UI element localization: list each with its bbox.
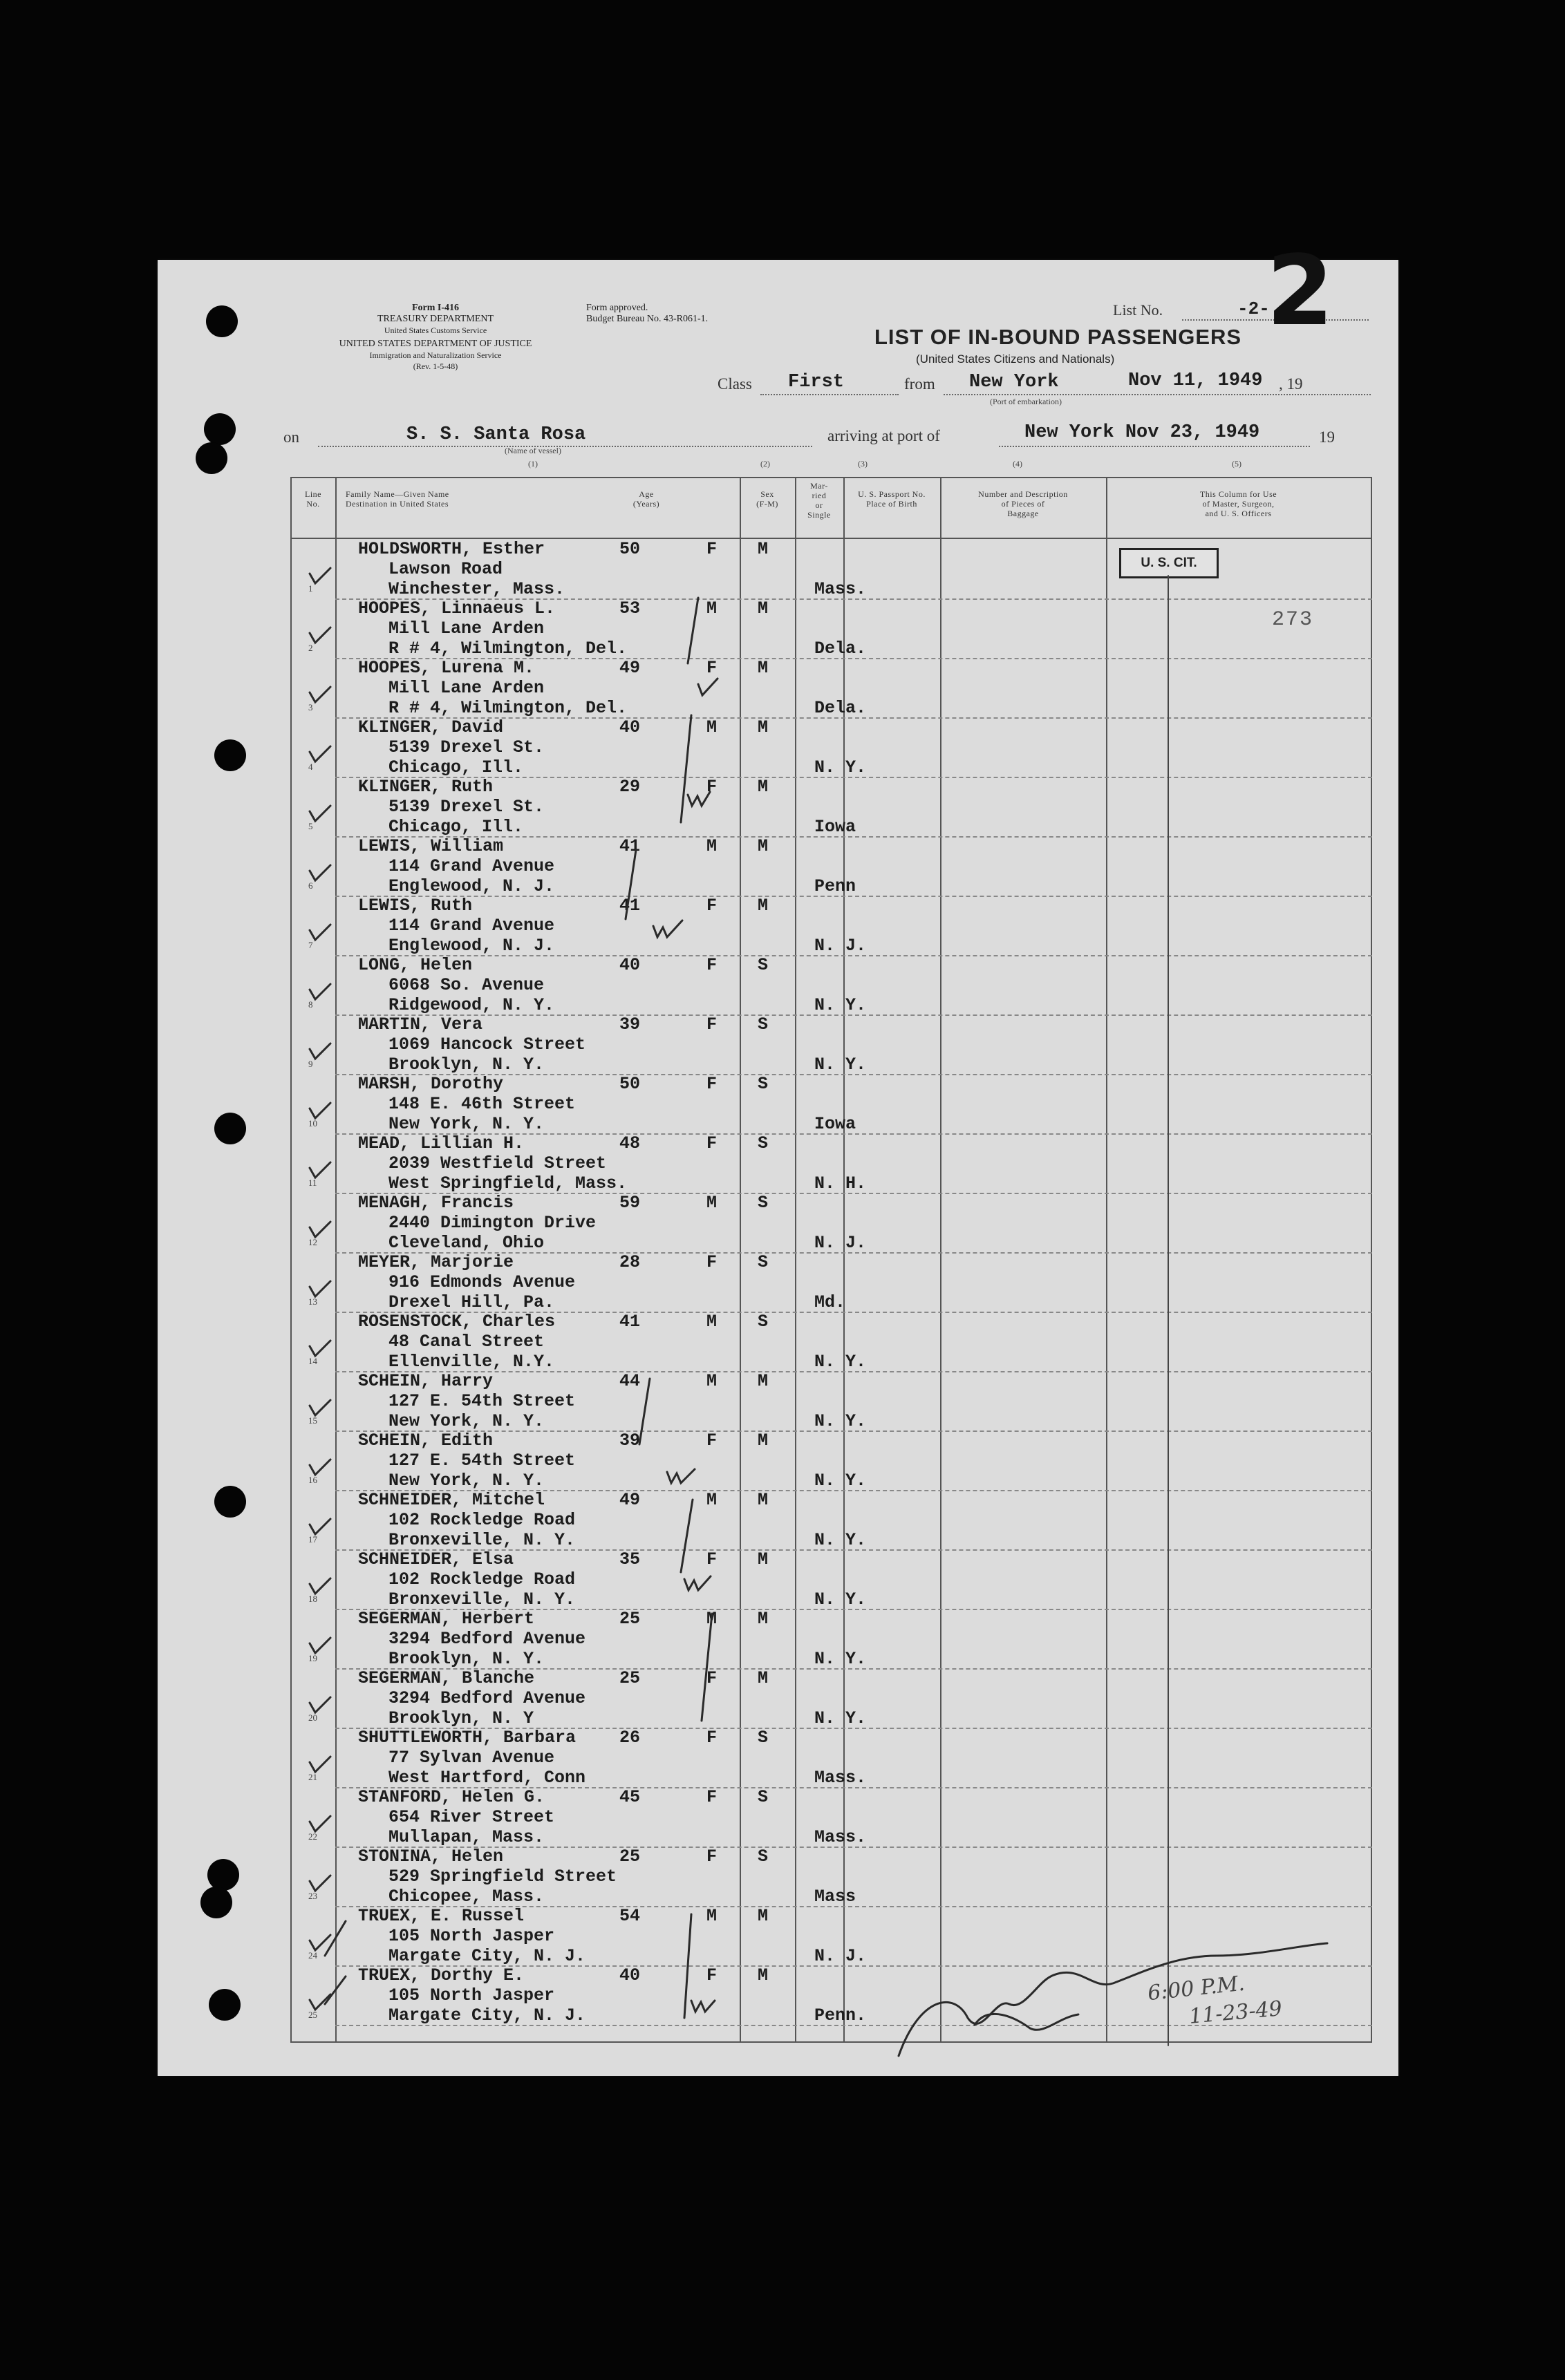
document-subtitle: (United States Citizens and Nationals) — [916, 352, 1115, 366]
address-line-1: 77 Sylvan Avenue — [388, 1748, 555, 1768]
place-of-birth: N. Y. — [814, 1471, 867, 1491]
passenger-name: ROSENSTOCK, Charles — [358, 1312, 556, 1332]
address-line-1: Mill Lane Arden — [388, 618, 545, 639]
line-number: 20 — [308, 1712, 317, 1723]
budget-bureau: Budget Bureau No. 43-R061-1. — [586, 314, 709, 324]
arrival-year: 19 — [1319, 428, 1335, 446]
place-of-birth: Md. — [814, 1292, 846, 1312]
address-line-1: 5139 Drexel St. — [388, 797, 545, 817]
marital-status: M — [758, 777, 769, 797]
address-line-2: Chicago, Ill. — [388, 757, 524, 777]
passenger-sex: F — [706, 539, 718, 559]
place-of-birth: N. J. — [814, 936, 867, 956]
marital-status: M — [758, 1549, 769, 1569]
address-line-1: 105 North Jasper — [388, 1985, 555, 2005]
document-title: LIST OF IN-BOUND PASSENGERS — [874, 325, 1242, 349]
from-value: New York — [969, 372, 1059, 393]
address-line-1: Lawson Road — [388, 559, 503, 579]
passenger-name: LEWIS, Ruth — [358, 896, 473, 916]
justice-department: UNITED STATES DEPARTMENT OF JUSTICE — [339, 339, 532, 349]
marital-status: M — [758, 1371, 769, 1391]
table-row — [290, 1432, 1372, 1491]
address-line-2: Bronxeville, N. Y. — [388, 1530, 576, 1550]
passenger-age: 40 — [619, 717, 641, 737]
place-of-birth: Penn — [814, 876, 856, 896]
passenger-name: MEYER, Marjorie — [358, 1252, 514, 1272]
passenger-age: 40 — [619, 955, 641, 975]
column-number-5: (5) — [1232, 459, 1241, 469]
line-number: 2 — [308, 643, 313, 653]
list-no-label: List No. — [1113, 301, 1163, 319]
address-line-2: New York, N. Y. — [388, 1471, 545, 1491]
address-line-1: 654 River Street — [388, 1807, 555, 1827]
line-number: 18 — [308, 1594, 317, 1604]
us-citizen-stamp: U. S. CIT. — [1119, 548, 1219, 578]
arrival-line — [999, 446, 1310, 447]
header-married-single: Mar- ried or Single — [807, 481, 831, 520]
passenger-sex: F — [706, 896, 718, 916]
line-number: 4 — [308, 762, 313, 772]
marital-status: S — [758, 1014, 769, 1035]
passenger-sex: M — [706, 1609, 718, 1629]
place-of-birth: Mass. — [814, 1827, 867, 1847]
address-line-2: Brooklyn, N. Y — [388, 1708, 534, 1728]
line-number: 21 — [308, 1772, 317, 1782]
passenger-name: SEGERMAN, Blanche — [358, 1668, 535, 1688]
header-line-no: Line No. — [305, 489, 321, 509]
address-line-1: 105 North Jasper — [388, 1926, 555, 1946]
passenger-name: MENAGH, Francis — [358, 1193, 514, 1213]
table-row — [290, 1016, 1372, 1075]
line-number: 14 — [308, 1356, 317, 1366]
address-line-2: Margate City, N. J. — [388, 1946, 586, 1966]
passenger-age: 25 — [619, 1847, 641, 1867]
marital-status: S — [758, 1847, 769, 1867]
table-row — [290, 600, 1372, 659]
passenger-age: 35 — [619, 1549, 641, 1569]
passenger-age: 28 — [619, 1252, 641, 1272]
table-row — [290, 1313, 1372, 1372]
passenger-age: 39 — [619, 1014, 641, 1035]
marital-status: M — [758, 1490, 769, 1510]
passenger-sex: F — [706, 658, 718, 678]
header-officers: This Column for Use of Master, Surgeon, and U. S. Officers — [1199, 489, 1277, 518]
passenger-age: 49 — [619, 658, 641, 678]
line-number: 6 — [308, 880, 313, 891]
marital-status: M — [758, 1965, 769, 1985]
vessel-note: (Name of vessel) — [505, 446, 561, 455]
table-top-rule — [290, 477, 1372, 478]
marital-status: S — [758, 955, 769, 975]
marital-status: M — [758, 1906, 769, 1926]
table-row — [290, 1135, 1372, 1194]
address-line-2: Brooklyn, N. Y. — [388, 1055, 545, 1075]
passenger-sex: M — [706, 1371, 718, 1391]
signature-time: 6:00 P.M. — [1146, 1971, 1246, 2006]
passenger-age: 53 — [619, 598, 641, 618]
address-line-2: Ridgewood, N. Y. — [388, 995, 555, 1015]
line-number: 16 — [308, 1475, 317, 1485]
vessel-name: S. S. Santa Rosa — [406, 424, 586, 445]
header-passport-birth: U. S. Passport No. Place of Birth — [858, 489, 926, 509]
passenger-name: SCHNEIDER, Elsa — [358, 1549, 514, 1569]
line-number: 25 — [308, 2010, 317, 2020]
immigration-service: Immigration and Naturalization Service — [369, 350, 502, 360]
table-row — [290, 1848, 1372, 1907]
binder-hole — [214, 739, 246, 771]
column-number-2: (2) — [760, 459, 770, 469]
passenger-age: 50 — [619, 1074, 641, 1094]
address-line-2: Bronxeville, N. Y. — [388, 1589, 576, 1609]
place-of-birth: N. J. — [814, 1946, 867, 1966]
arrival-port-date: New York Nov 23, 1949 — [1024, 422, 1260, 443]
header-baggage: Number and Description of Pieces of Baggage — [978, 489, 1068, 518]
marital-status: S — [758, 1252, 769, 1272]
table-row — [290, 1075, 1372, 1135]
passenger-name: SHUTTLEWORTH, Barbara — [358, 1728, 577, 1748]
address-line-2: Drexel Hill, Pa. — [388, 1292, 555, 1312]
marital-status: M — [758, 836, 769, 856]
binder-hole — [204, 413, 236, 445]
passenger-age: 39 — [619, 1430, 641, 1451]
passenger-sex: F — [706, 1787, 718, 1807]
table-row — [290, 719, 1372, 778]
table-row — [290, 1729, 1372, 1788]
address-line-2: Englewood, N. J. — [388, 936, 555, 956]
table-row — [290, 1907, 1372, 1967]
address-line-1: 3294 Bedford Avenue — [388, 1629, 586, 1649]
place-of-birth: N. Y. — [814, 1352, 867, 1372]
passenger-age: 26 — [619, 1728, 641, 1748]
marital-status: S — [758, 1133, 769, 1153]
passenger-name: MEAD, Lillian H. — [358, 1133, 525, 1153]
arriving-label: arriving at port of — [827, 427, 940, 444]
place-of-birth: N. Y. — [814, 757, 867, 777]
place-of-birth: Penn. — [814, 2005, 867, 2025]
address-line-2: Cleveland, Ohio — [388, 1233, 545, 1253]
passenger-name: STONINA, Helen — [358, 1847, 504, 1867]
place-of-birth: N. Y. — [814, 995, 867, 1015]
line-number: 15 — [308, 1415, 317, 1426]
passenger-name: SEGERMAN, Herbert — [358, 1609, 535, 1629]
form-approved: Form approved. — [586, 303, 648, 313]
from-line — [944, 394, 1371, 395]
column-number-4: (4) — [1013, 459, 1022, 469]
table-row — [290, 1254, 1372, 1313]
address-line-2: Mullapan, Mass. — [388, 1827, 545, 1847]
passenger-sex: F — [706, 1965, 718, 1985]
address-line-1: 1069 Hancock Street — [388, 1035, 586, 1055]
from-label: from — [904, 375, 935, 393]
address-line-2: New York, N. Y. — [388, 1114, 545, 1134]
address-line-1: 3294 Bedford Avenue — [388, 1688, 586, 1708]
place-of-birth: N. Y. — [814, 1530, 867, 1550]
marital-status: M — [758, 1430, 769, 1451]
address-line-2: Ellenville, N.Y. — [388, 1352, 555, 1372]
table-row — [290, 1491, 1372, 1551]
form-revision: (Rev. 1-5-48) — [413, 361, 458, 371]
table-row — [290, 778, 1372, 838]
table-row — [290, 897, 1372, 956]
passenger-sex: M — [706, 1906, 718, 1926]
passenger-sex: F — [706, 1668, 718, 1688]
binder-hole — [209, 1989, 241, 2021]
binder-hole — [196, 442, 227, 474]
address-line-2: West Hartford, Conn — [388, 1768, 586, 1788]
class-line — [760, 394, 899, 395]
marital-status: M — [758, 539, 769, 559]
place-of-birth: Iowa — [814, 1114, 856, 1134]
line-number: 9 — [308, 1059, 313, 1069]
header-age: Age (Years) — [632, 489, 660, 509]
line-number: 17 — [308, 1534, 317, 1545]
line-number: 23 — [308, 1891, 317, 1901]
line-number: 7 — [308, 940, 313, 950]
passenger-age: 54 — [619, 1906, 641, 1926]
column-number-1: (1) — [528, 459, 538, 469]
passenger-age: 40 — [619, 1965, 641, 1985]
passenger-age: 48 — [619, 1133, 641, 1153]
address-line-1: 48 Canal Street — [388, 1332, 545, 1352]
table-bottom-rule — [290, 2041, 1372, 2043]
passenger-sex: F — [706, 1252, 718, 1272]
passenger-name: HOLDSWORTH, Esther — [358, 539, 545, 559]
stamped-number: 273 — [1272, 608, 1314, 632]
passenger-name: SCHEIN, Harry — [358, 1371, 494, 1391]
address-line-2: Winchester, Mass. — [388, 579, 565, 599]
header-sex: Sex (F-M) — [756, 489, 778, 509]
address-line-1: 102 Rockledge Road — [388, 1569, 576, 1589]
table-row — [290, 1610, 1372, 1670]
departure-year: , 19 — [1279, 375, 1303, 393]
binder-hole — [214, 1113, 246, 1144]
binder-hole — [206, 305, 238, 337]
address-line-1: 2039 Westfield Street — [388, 1153, 607, 1173]
marital-status: M — [758, 1668, 769, 1688]
table-row — [290, 1194, 1372, 1254]
place-of-birth: N. Y. — [814, 1589, 867, 1609]
passenger-name: LEWIS, William — [358, 836, 504, 856]
form-number: Form I-416 — [411, 303, 460, 313]
address-line-2: R # 4, Wilmington, Del. — [388, 698, 628, 718]
passenger-sex: M — [706, 1312, 718, 1332]
marital-status: S — [758, 1074, 769, 1094]
place-of-birth: N. H. — [814, 1173, 867, 1193]
passenger-sex: F — [706, 1133, 718, 1153]
place-of-birth: N. J. — [814, 1233, 867, 1253]
table-row — [290, 659, 1372, 719]
form-agency-block — [270, 303, 601, 372]
address-line-1: 114 Grand Avenue — [388, 856, 555, 876]
place-of-birth: N. Y. — [814, 1055, 867, 1075]
passenger-table — [290, 477, 1372, 2043]
passenger-name: STANFORD, Helen G. — [358, 1787, 545, 1807]
binder-hole — [214, 1486, 246, 1518]
address-line-2: R # 4, Wilmington, Del. — [388, 639, 628, 659]
address-line-1: Mill Lane Arden — [388, 678, 545, 698]
line-number: 3 — [308, 702, 313, 712]
line-number: 8 — [308, 999, 313, 1010]
marital-status: M — [758, 598, 769, 618]
passenger-sex: M — [706, 598, 718, 618]
address-line-2: Chicopee, Mass. — [388, 1887, 545, 1907]
marital-status: M — [758, 896, 769, 916]
line-number: 5 — [308, 821, 313, 831]
passenger-name: MARSH, Dorothy — [358, 1074, 504, 1094]
binder-hole — [200, 1887, 232, 1918]
address-line-2: New York, N. Y. — [388, 1411, 545, 1431]
passenger-age: 45 — [619, 1787, 641, 1807]
place-of-birth: Mass. — [814, 1768, 867, 1788]
port-embarkation-note: (Port of embarkation) — [990, 397, 1062, 406]
passenger-name: TRUEX, E. Russel — [358, 1906, 525, 1926]
address-line-1: 916 Edmonds Avenue — [388, 1272, 576, 1292]
address-line-1: 529 Springfield Street — [388, 1867, 617, 1887]
line-number: 11 — [308, 1178, 317, 1188]
place-of-birth: Mass — [814, 1887, 856, 1907]
table-row — [290, 1788, 1372, 1848]
passenger-sex: F — [706, 955, 718, 975]
passenger-age: 41 — [619, 896, 641, 916]
marital-status: S — [758, 1193, 769, 1213]
place-of-birth: Dela. — [814, 698, 867, 718]
departure-date: Nov 11, 1949 — [1128, 370, 1263, 391]
place-of-birth: N. Y. — [814, 1411, 867, 1431]
line-number: 19 — [308, 1653, 317, 1663]
passenger-sex: M — [706, 1193, 718, 1213]
passenger-name: MARTIN, Vera — [358, 1014, 483, 1035]
passenger-sex: F — [706, 777, 718, 797]
passenger-name: SCHEIN, Edith — [358, 1430, 494, 1451]
place-of-birth: Iowa — [814, 817, 856, 837]
address-line-2: Englewood, N. J. — [388, 876, 555, 896]
passenger-age: 25 — [619, 1609, 641, 1629]
place-of-birth: Dela. — [814, 639, 867, 659]
list-no-typed: -2- — [1237, 299, 1270, 319]
address-line-1: 148 E. 46th Street — [388, 1094, 576, 1114]
marital-status: S — [758, 1312, 769, 1332]
address-line-1: 114 Grand Avenue — [388, 916, 555, 936]
customs-service: United States Customs Service — [384, 325, 487, 335]
line-number: 1 — [308, 583, 313, 594]
address-line-1: 5139 Drexel St. — [388, 737, 545, 757]
class-value: First — [788, 372, 845, 393]
passenger-age: 44 — [619, 1371, 641, 1391]
table-row — [290, 838, 1372, 897]
address-line-1: 127 E. 54th Street — [388, 1451, 576, 1471]
column-number-3: (3) — [858, 459, 868, 469]
table-row — [290, 956, 1372, 1016]
passenger-sex: F — [706, 1847, 718, 1867]
passenger-name: LONG, Helen — [358, 955, 473, 975]
binder-hole — [207, 1859, 239, 1891]
class-label: Class — [718, 375, 752, 393]
address-line-1: 102 Rockledge Road — [388, 1510, 576, 1530]
passenger-age: 41 — [619, 836, 641, 856]
treasury-department: TREASURY DEPARTMENT — [377, 314, 494, 324]
line-number: 13 — [308, 1296, 317, 1307]
address-line-2: West Springfield, Mass. — [388, 1173, 628, 1193]
passenger-age: 29 — [619, 777, 641, 797]
passenger-age: 49 — [619, 1490, 641, 1510]
passenger-age: 59 — [619, 1193, 641, 1213]
passenger-name: HOOPES, Linnaeus L. — [358, 598, 556, 618]
vessel-line — [318, 446, 812, 447]
line-number: 24 — [308, 1950, 317, 1961]
passenger-age: 41 — [619, 1312, 641, 1332]
passenger-name: SCHNEIDER, Mitchel — [358, 1490, 545, 1510]
passenger-name: KLINGER, Ruth — [358, 777, 494, 797]
place-of-birth: N. Y. — [814, 1708, 867, 1728]
passenger-name: TRUEX, Dorthy E. — [358, 1965, 525, 1985]
marital-status: M — [758, 717, 769, 737]
marital-status: M — [758, 658, 769, 678]
passenger-sex: F — [706, 1728, 718, 1748]
address-line-1: 2440 Dimington Drive — [388, 1213, 597, 1233]
marital-status: S — [758, 1787, 769, 1807]
passenger-sex: F — [706, 1549, 718, 1569]
table-row — [290, 1372, 1372, 1432]
line-number: 10 — [308, 1118, 317, 1128]
address-line-2: Chicago, Ill. — [388, 817, 524, 837]
passenger-sex: M — [706, 836, 718, 856]
address-line-2: Brooklyn, N. Y. — [388, 1649, 545, 1669]
on-label: on — [283, 428, 299, 446]
marital-status: S — [758, 1728, 769, 1748]
passenger-age: 50 — [619, 539, 641, 559]
form-approval — [586, 303, 780, 325]
passenger-sex: F — [706, 1074, 718, 1094]
passenger-name: KLINGER, David — [358, 717, 504, 737]
marital-status: M — [758, 1609, 769, 1629]
header-name-destination: Family Name—Given Name Destination in United States — [346, 489, 449, 509]
passenger-sex: F — [706, 1014, 718, 1035]
line-number: 22 — [308, 1831, 317, 1842]
address-line-1: 6068 So. Avenue — [388, 975, 545, 995]
address-line-2: Margate City, N. J. — [388, 2005, 586, 2025]
signature-date: 11-23-49 — [1188, 1996, 1284, 2029]
list-no-large: 2 — [1266, 235, 1334, 348]
passenger-sex: F — [706, 1430, 718, 1451]
passenger-name: HOOPES, Lurena M. — [358, 658, 535, 678]
passenger-sex: M — [706, 717, 718, 737]
address-line-1: 127 E. 54th Street — [388, 1391, 576, 1411]
table-row — [290, 1551, 1372, 1610]
passenger-sex: M — [706, 1490, 718, 1510]
line-number: 12 — [308, 1237, 317, 1247]
place-of-birth: N. Y. — [814, 1649, 867, 1669]
passenger-age: 25 — [619, 1668, 641, 1688]
table-row — [290, 1670, 1372, 1729]
place-of-birth: Mass. — [814, 579, 867, 599]
